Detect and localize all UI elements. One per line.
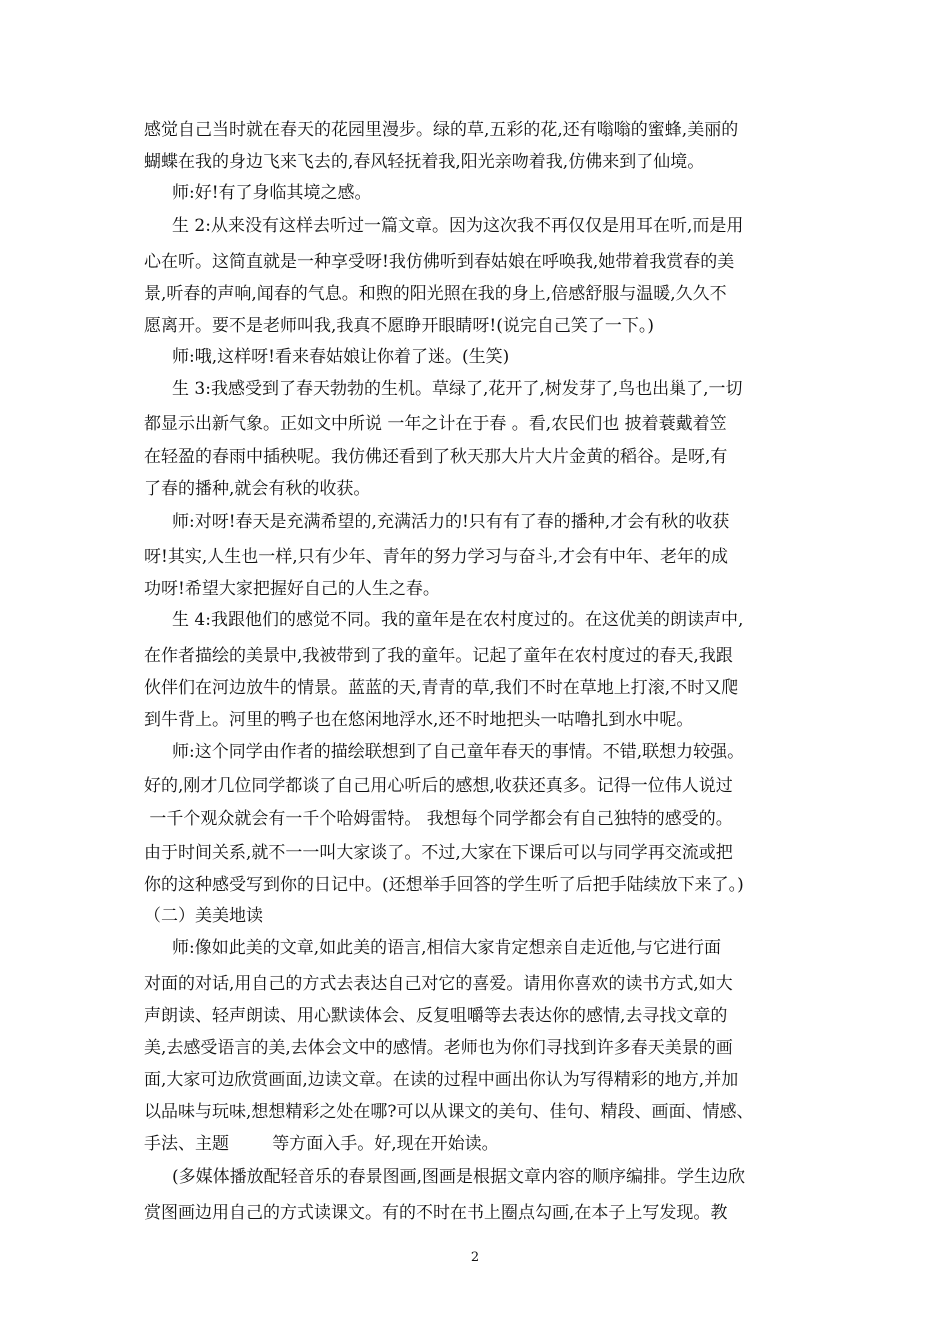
text-line: 师:哦,这样呀!看来春姑娘让你着了迷。(生笑) (172, 347, 510, 367)
text-line: 师:这个同学由作者的描绘联想到了自己童年春天的事情。不错,联想力较强。 (172, 742, 745, 762)
text-line: 师:好!有了身临其境之感。 (172, 183, 372, 203)
text-line: 了春的播种,就会有秋的收获。 (144, 479, 371, 499)
text-line: 伙伴们在河边放牛的情景。蓝蓝的天,青青的草,我们不时在草地上打滚,不时又爬 (144, 678, 739, 698)
text-line: 由于时间关系,就不一一叫大家谈了。不过,大家在下课后可以与同学再交流或把 (144, 843, 733, 863)
text-line: 功呀!希望大家把握好自己的人生之春。 (144, 579, 440, 599)
text-line: 蝴蝶在我的身边飞来飞去的,春风轻抚着我,阳光亲吻着我,仿佛来到了仙境。 (144, 152, 705, 172)
page-number: 2 (470, 1250, 480, 1265)
text-line: 在轻盈的春雨中插秧呢。我仿佛还看到了秋天那大片大片金黄的稻谷。是呀,有 (144, 447, 728, 467)
text-line: 声朗读、轻声朗读、用心默读体会、反复咀嚼等去表达你的感情,去寻找文章的 (144, 1006, 728, 1026)
text-line: 以品味与玩味,想想精彩之处在哪?可以从课文的美句、佳句、精段、画面、情感、 (144, 1102, 754, 1122)
text-line: 美,去感受语言的美,去体会文中的感情。老师也为你们寻找到许多春天美景的画 (144, 1038, 733, 1058)
text-line: 一千个观众就会有一千个哈姆雷特。 我想每个同学都会有自己独特的感受的。 (144, 809, 733, 829)
text-line: 你的这种感受写到你的日记中。(还想举手回答的学生听了后把手陆续放下来了。) (144, 875, 744, 895)
text-line: 生 4:我跟他们的感觉不同。我的童年是在农村度过的。在这优美的朗读声中, (172, 610, 744, 630)
section-heading: （二）美美地读 (144, 906, 263, 926)
text-line: (多媒体播放配轻音乐的春景图画,图画是根据文章内容的顺序编排。学生边欣 (172, 1167, 746, 1187)
text-line: 对面的对话,用自己的方式去表达自己对它的喜爱。请用你喜欢的读书方式,如大 (144, 974, 733, 994)
text-line: 愿离开。要不是老师叫我,我真不愿睁开眼睛呀!(说完自己笑了一下。) (144, 316, 654, 336)
text-line: 师:像如此美的文章,如此美的语言,相信大家肯定想亲自走近他,与它进行面 (172, 938, 721, 958)
text-line: 手法、主题 等方面入手。好,现在开始读。 (144, 1134, 499, 1154)
text-line: 生 3:我感受到了春天勃勃的生机。草绿了,花开了,树发芽了,鸟也出巢了,一切 (172, 379, 743, 399)
text-line: 心在听。这简直就是一种享受呀!我仿佛听到春姑娘在呼唤我,她带着我赏春的美 (144, 252, 735, 272)
text-line: 到牛背上。河里的鸭子也在悠闲地浮水,还不时地把头一咕噜扎到水中呢。 (144, 710, 694, 730)
text-line: 师:对呀!春天是充满希望的,充满活力的!只有有了春的播种,才会有秋的收获 (172, 512, 730, 532)
text-line: 呀!其实,人生也一样,只有少年、青年的努力学习与奋斗,才会有中年、老年的成 (144, 547, 729, 567)
text-line: 生 2:从来没有这样去听过一篇文章。因为这次我不再仅仅是用耳在听,而是用 (172, 216, 744, 236)
text-line: 在作者描绘的美景中,我被带到了我的童年。记起了童年在农村度过的春天,我跟 (144, 646, 733, 666)
text-line: 赏图画边用自己的方式读课文。有的不时在书上圈点勾画,在本子上写发现。教 (144, 1203, 728, 1223)
text-line: 都显示出新气象。正如文中所说 一年之计在于春 。看,农民们也 披着蓑戴着笠 (144, 414, 727, 434)
text-line: 好的,刚才几位同学都谈了自己用心听后的感想,收获还真多。记得一位伟人说过 (144, 776, 733, 796)
text-line: 景,听春的声响,闻春的气息。和煦的阳光照在我的身上,倍感舒服与温暖,久久不 (144, 284, 727, 304)
text-line: 感觉自己当时就在春天的花园里漫步。绿的草,五彩的花,还有嗡嗡的蜜蜂,美丽的 (144, 120, 739, 140)
text-line: 面,大家可边欣赏画面,边读文章。在读的过程中画出你认为写得精彩的地方,并加 (144, 1070, 739, 1090)
